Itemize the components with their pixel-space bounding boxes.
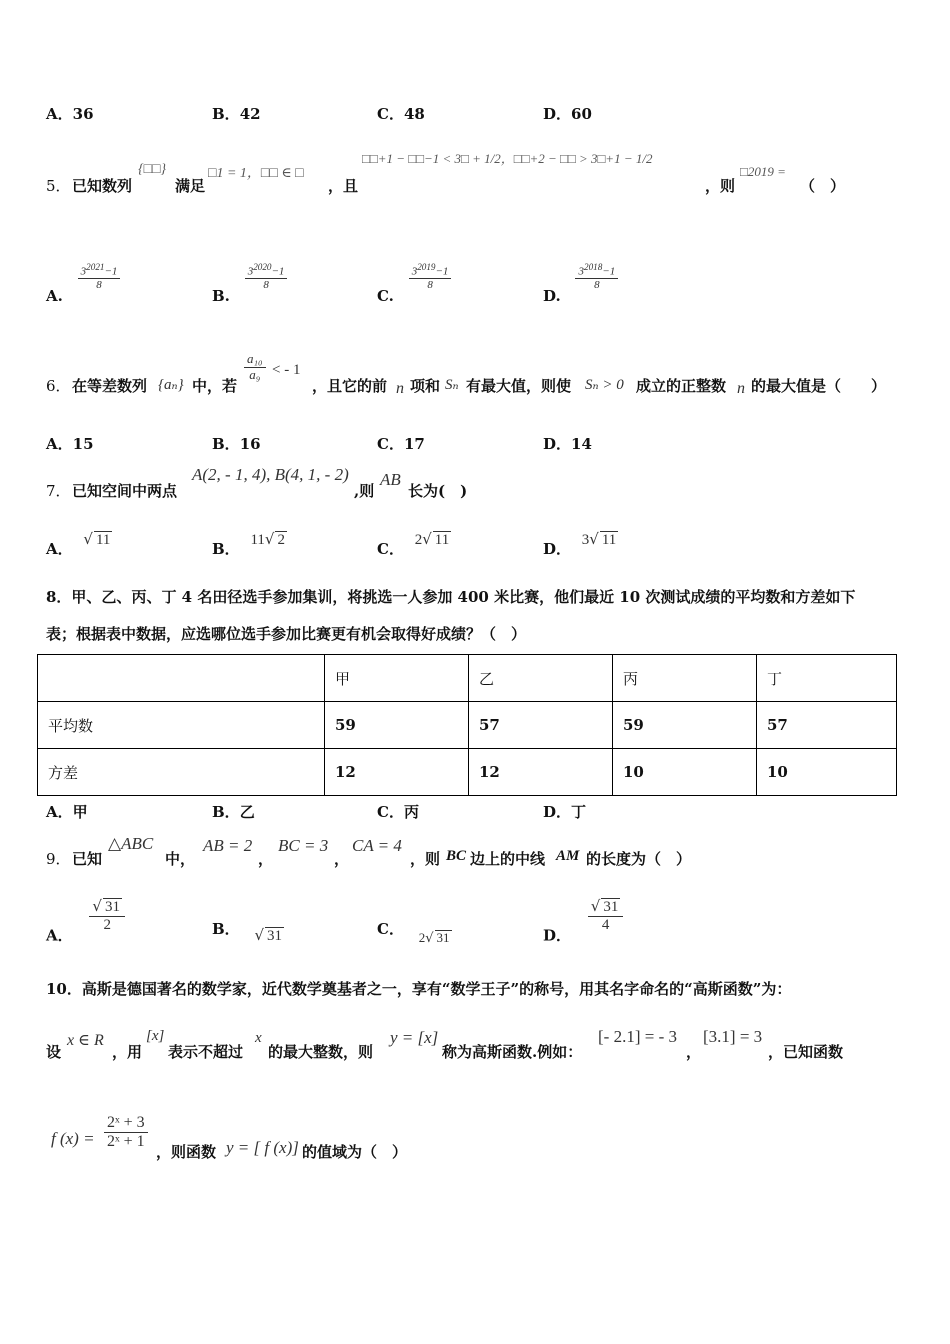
q9-text-1: 已知 [72, 850, 103, 868]
table-cell: 平均数 [38, 702, 325, 749]
q4-option-a: A．36 [46, 105, 94, 123]
q6-text-7: 的最大值是（ ） [751, 377, 887, 395]
table-row [38, 749, 897, 796]
q10-text-6: ，已知函数 [768, 1043, 844, 1061]
q10-example-1: [- 2.1] = - 3 [598, 1027, 677, 1046]
q6-option-c: C．17 [377, 435, 425, 453]
q10-line-1: 10．高斯是德国著名的数学家，近代数学奠基者之一，享有“数学王子”的称号，用其名字命名的“高斯函数”为： [46, 980, 792, 998]
q5-text-1: 已知数列 [72, 177, 133, 195]
q7-text-2: ,则 [354, 482, 375, 500]
q10-example-2: [3.1] = 3 [703, 1027, 763, 1046]
q6-number: 6． [46, 377, 71, 395]
q6-sn-condition: Sₙ > 0 [585, 377, 624, 393]
q6-option-b: B．16 [212, 435, 261, 453]
table-cell: 12 [325, 749, 469, 796]
q10-x-in-r: x ∈ R [67, 1032, 104, 1049]
q7-ab: AB [380, 470, 401, 489]
q5-sequence: {□□} [138, 162, 167, 177]
q6-text-4: 项和 [410, 377, 441, 395]
table-cell: 方差 [38, 749, 325, 796]
q8-option-a: A．甲 [46, 803, 88, 821]
q9-triangle: △ABC [108, 834, 154, 853]
q6-less-than: < - 1 [272, 362, 301, 378]
q8-option-d: D．丁 [543, 803, 587, 821]
q8-option-b: B．乙 [212, 803, 255, 821]
q5-option-b: B. $\frac{3^{2020}-1}{8}$ [212, 262, 287, 305]
q10-text-4: 的最大整数，则 [268, 1043, 374, 1061]
q7-option-c: C． 2√ 11 [377, 530, 450, 558]
q7-text-3: 长为( ) [408, 482, 468, 500]
q6-fraction: $\frac{\text{a₁₀}}{\text{a₉}}$ [244, 352, 266, 383]
table-cell: 丁 [757, 655, 897, 702]
table-cell: 10 [757, 749, 897, 796]
q9-option-b: B． √ 31 [212, 920, 283, 944]
q9-ab: AB = 2 [203, 836, 253, 855]
table-cell [38, 655, 325, 702]
q6-n1: n [396, 380, 404, 397]
q5-option-d: D. $\frac{3^{2018}-1}{8}$ [543, 262, 618, 305]
table-header-row [38, 655, 897, 702]
q9-text-2: 中， [165, 850, 196, 868]
q10-sep: ， [686, 1043, 702, 1061]
table-cell: 57 [469, 702, 613, 749]
table-row [38, 702, 897, 749]
q6-n2: n [737, 380, 745, 397]
q10-x: x [255, 1030, 262, 1046]
q5-number: 5． [46, 177, 71, 195]
q10-y-floor-fx: y = [ f (x)] [226, 1138, 299, 1157]
q6-text-2: 中，若 [192, 377, 238, 395]
table-cell: 59 [325, 702, 469, 749]
q9-ca: CA = 4 [352, 836, 402, 855]
q9-option-a: A． $\frac{√ 31}{2}$ [46, 898, 125, 945]
q9-sep-2: ， [334, 850, 350, 868]
q7-points: A(2, - 1, 4), B(4, 1, - 2) [192, 465, 349, 484]
q9-bc-label: BC [446, 848, 467, 864]
q10-text-2: ，用 [112, 1043, 143, 1061]
q6-text-6: 成立的正整数 [636, 377, 727, 395]
q5-paren: （ ） [800, 177, 846, 195]
q5-target: □2019 = [740, 164, 786, 179]
table-cell: 甲 [325, 655, 469, 702]
q6-sn: Sₙ [445, 377, 459, 393]
q8-line-1: 8．甲、乙、丙、丁 4 名田径选手参加集训，将挑选一人参加 400 米比赛，他们最近 10 次测试成绩的平均数和方差如下 [46, 588, 856, 606]
q4-option-c: C．48 [377, 105, 425, 123]
q4-option-b: B．42 [212, 105, 261, 123]
q5-inequalities: □□+1 − □□−1 < 3□ + 1/2，□□+2 − □□ > 3□+1 − 1/2 [362, 151, 653, 166]
q10-floor-x: [x] [146, 1028, 165, 1044]
q10-text-1: 设 [46, 1043, 62, 1061]
q5-condition: □1 = 1，□□ ∈ □ [208, 166, 304, 181]
table-cell: 57 [757, 702, 897, 749]
q7-option-d: D． 3√ 11 [543, 530, 617, 558]
q9-option-c: C． 2√ 31 [377, 920, 450, 946]
q10-text-3: 表示不超过 [168, 1043, 244, 1061]
q6-text-5: 有最大值，则使 [466, 377, 572, 395]
q6-text-1: 在等差数列 [72, 377, 148, 395]
q9-text-3: ，则 [410, 850, 441, 868]
q7-text-1: 已知空间中两点 [72, 482, 178, 500]
q9-sep-1: ， [258, 850, 274, 868]
q10-gauss-function: y = [x] [390, 1028, 439, 1047]
q8-line-2: 表；根据表中数据，应选哪位选手参加比赛更有机会取得好成绩？（ ） [46, 625, 527, 643]
q10-fx: f (x) = [51, 1129, 95, 1148]
q5-text-4: ，则 [705, 177, 736, 195]
q10-text-7: ，则函数 [156, 1143, 217, 1161]
q9-number: 9． [46, 850, 71, 868]
q7-option-b: B． 11√ 2 [212, 530, 285, 558]
q4-option-d: D．60 [543, 105, 592, 123]
q6-option-a: A．15 [46, 435, 94, 453]
q9-text-4: 边上的中线 [470, 850, 546, 868]
table-cell: 12 [469, 749, 613, 796]
q7-option-a: A． √ 11 [46, 530, 111, 558]
q6-text-3: ，且它的前 [312, 377, 388, 395]
q10-text-5: 称为高斯函数.例如： [442, 1043, 583, 1061]
q9-option-d: D． $\frac{√ 31}{4}$ [543, 898, 623, 945]
q8-option-c: C．丙 [377, 803, 419, 821]
q10-text-8: 的值域为（ ） [302, 1143, 408, 1161]
q9-text-5: 的长度为（ ） [586, 850, 692, 868]
q9-am: AM [556, 848, 580, 864]
table-cell: 59 [613, 702, 757, 749]
table-cell: 乙 [469, 655, 613, 702]
q5-option-a: A. $\frac{3^{2021}-1}{8}$ [46, 262, 120, 305]
q6-option-d: D．14 [543, 435, 592, 453]
table-cell: 丙 [613, 655, 757, 702]
q5-text-3: ，且 [328, 177, 359, 195]
q7-number: 7． [46, 482, 71, 500]
q8-table [37, 654, 897, 796]
q5-option-c: C. $\frac{3^{2019}-1}{8}$ [377, 262, 451, 305]
q6-sequence: {aₙ} [158, 377, 184, 393]
table-cell: 10 [613, 749, 757, 796]
q9-bc: BC = 3 [278, 836, 329, 855]
q5-text-2: 满足 [175, 177, 206, 195]
q10-fx-fraction: $\frac{\text{2ˣ + 3}}{\text{2ˣ + 1}}$ [104, 1114, 148, 1152]
